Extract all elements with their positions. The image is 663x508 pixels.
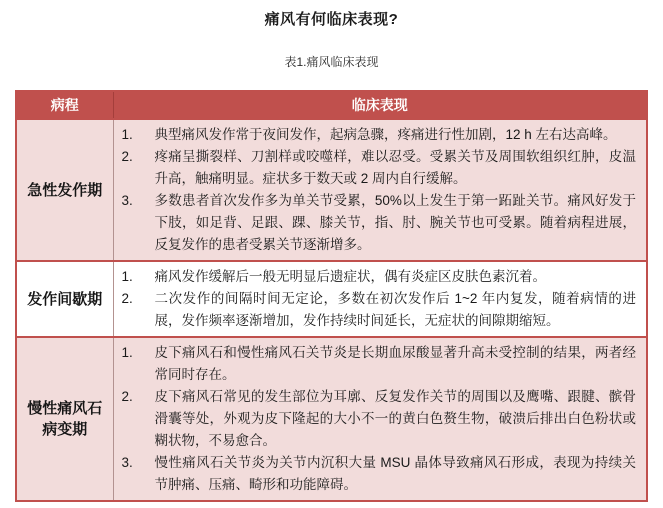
manifestation-cell	[113, 119, 647, 261]
item-number: 2.	[121, 149, 133, 164]
manifestation-cell	[113, 337, 647, 501]
table-row	[16, 337, 647, 501]
list-item	[122, 146, 637, 190]
list-item	[122, 124, 637, 146]
list-item	[122, 266, 637, 288]
item-number: 1.	[121, 269, 133, 284]
item-number: 1.	[121, 127, 133, 142]
item-number: 3.	[121, 193, 133, 208]
stage-cell	[16, 119, 113, 261]
list-item	[122, 190, 637, 256]
list-item	[122, 288, 637, 332]
stage-cell	[16, 337, 113, 501]
manifestation-cell	[113, 261, 647, 337]
item-number: 3.	[121, 455, 133, 470]
table-caption: 表1.痛风临床表现	[284, 55, 379, 69]
stage-label: 发作间歇期	[27, 290, 103, 308]
item-number: 2.	[121, 291, 133, 306]
stage-label: 慢性痛风石病变期	[27, 400, 103, 438]
item-number: 1.	[121, 345, 133, 360]
list-item	[122, 386, 637, 452]
page-title: 痛风有何临床表现?	[264, 11, 399, 28]
table-row	[16, 119, 647, 261]
header-cell-manifestation: 临床表现	[113, 91, 647, 119]
header-cell-course: 病程	[16, 91, 113, 119]
item-text: 慢性痛风石关节炎为关节内沉积大量 MSU 晶体导致痛风石形成，表现为持续关节肿痛、压痛、畸形和功能障碍。	[154, 455, 636, 492]
item-text: 多数患者首次发作多为单关节受累，50%以上发生于第一跖趾关节。痛风好发于下肢，如足背、足跟、踝、膝关节，指、肘、腕关节也可受累。随着病程进展，反复发作的患者受累关节逐渐增多。	[154, 193, 636, 252]
clinical-manifestation-table	[15, 90, 648, 502]
item-text: 典型痛风发作常于夜间发作，起病急骤，疼痛进行性加剧，12 h 左右达高峰。	[154, 127, 617, 142]
item-text: 皮下痛风石常见的发生部位为耳廓、反复发作关节的周围以及鹰嘴、跟腱、髌骨滑囊等处，外观为皮下隆起的大小不一的黄白色赘生物，破溃后排出白色粉状或糊状物，不易愈合。	[154, 389, 636, 448]
table-body	[16, 119, 647, 501]
stage-label: 急性发作期	[27, 181, 103, 199]
item-text: 疼痛呈撕裂样、刀割样或咬噬样，难以忍受。受累关节及周围软组织红肿，皮温升高，触痛明显。症状多于数天或 2 周内自行缓解。	[154, 149, 636, 186]
stage-cell	[16, 261, 113, 337]
table-row	[16, 261, 647, 337]
item-text: 痛风发作缓解后一般无明显后遗症状，偶有炎症区皮肤色素沉着。	[154, 269, 546, 284]
list-item	[122, 342, 637, 386]
item-text: 二次发作的间隔时间无定论，多数在初次发作后 1~2 年内复发，随着病情的进展，发作频率逐渐增加，发作持续时间延长，无症状的间隙期缩短。	[154, 291, 636, 328]
list-item	[122, 452, 637, 496]
item-number: 2.	[121, 389, 133, 404]
table-header	[16, 91, 647, 119]
item-text: 皮下痛风石和慢性痛风石关节炎是长期血尿酸显著升高未受控制的结果，两者经常同时存在。	[154, 345, 636, 382]
clinical-table-container	[15, 90, 648, 502]
header-row	[16, 91, 647, 119]
